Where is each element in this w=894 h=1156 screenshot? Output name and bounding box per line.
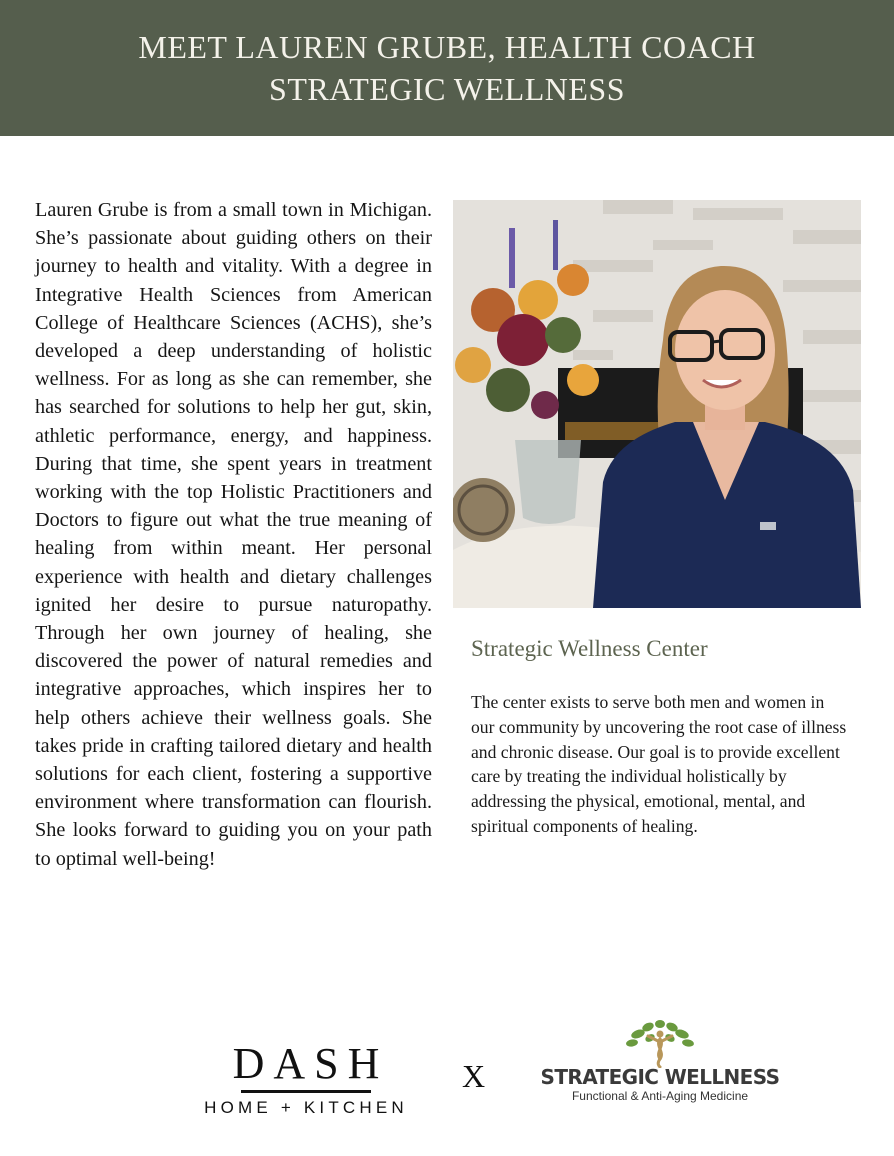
strategic-wellness-tagline: Functional & Anti-Aging Medicine [571, 1089, 749, 1103]
tree-figure-logo-icon [620, 1018, 700, 1068]
center-title: Strategic Wellness Center [471, 636, 708, 661]
dash-logo-subtitle: HOME + KITCHEN [204, 1098, 408, 1117]
center-description: The center exists to serve both men and women in our community by uncovering the root case of illness and chronic disease. Our goal is to provide excellent care by treating the individual holistically by addressing the physical, emotional, mental, and spiritual components of healing. [471, 692, 847, 836]
header-subtitle: STRATEGIC WELLNESS [269, 71, 625, 107]
collaboration-x: X [462, 1058, 486, 1094]
bio-text: Lauren Grube is from a small town in Michigan. She’s passionate about guiding others on their journey to health and vitality. With a degree in Integrative Health Sciences from American College of Healthcare Sciences (ACHS), she’s developed a deep understanding of holistic wellness. For as long as she can remember, she has searched for solutions to help her gut, skin, athletic performance, energy, and happiness. During that time, she spent years in treatment working with the top Holistic Practitioners and Doctors to figure out what the true meaning of healing from within meant. Her personal experience with health and dietary challenges ignited her desire to pursue naturopathy. Through her own journey of healing, she discovered the power of natural remedies and integrative approaches, which inspires her to help others achieve their wellness goals. She takes pride in crafting tailored dietary and health solutions for each client, fostering a supportive environment where transformation can flourish. She looks forward to guiding you on your path to optimal well-being! [35, 199, 432, 870]
page-header [0, 0, 894, 136]
strategic-wellness-logo [530, 1018, 790, 1112]
dash-logo [190, 1040, 422, 1120]
dash-logo-word: DASH [232, 1039, 389, 1088]
header-title: MEET LAUREN GRUBE, HEALTH COACH [138, 29, 756, 65]
portrait-photo [453, 200, 861, 608]
strategic-wellness-name: STRATEGIC WELLNESS [540, 1065, 780, 1089]
dash-logo-rule [241, 1090, 371, 1093]
